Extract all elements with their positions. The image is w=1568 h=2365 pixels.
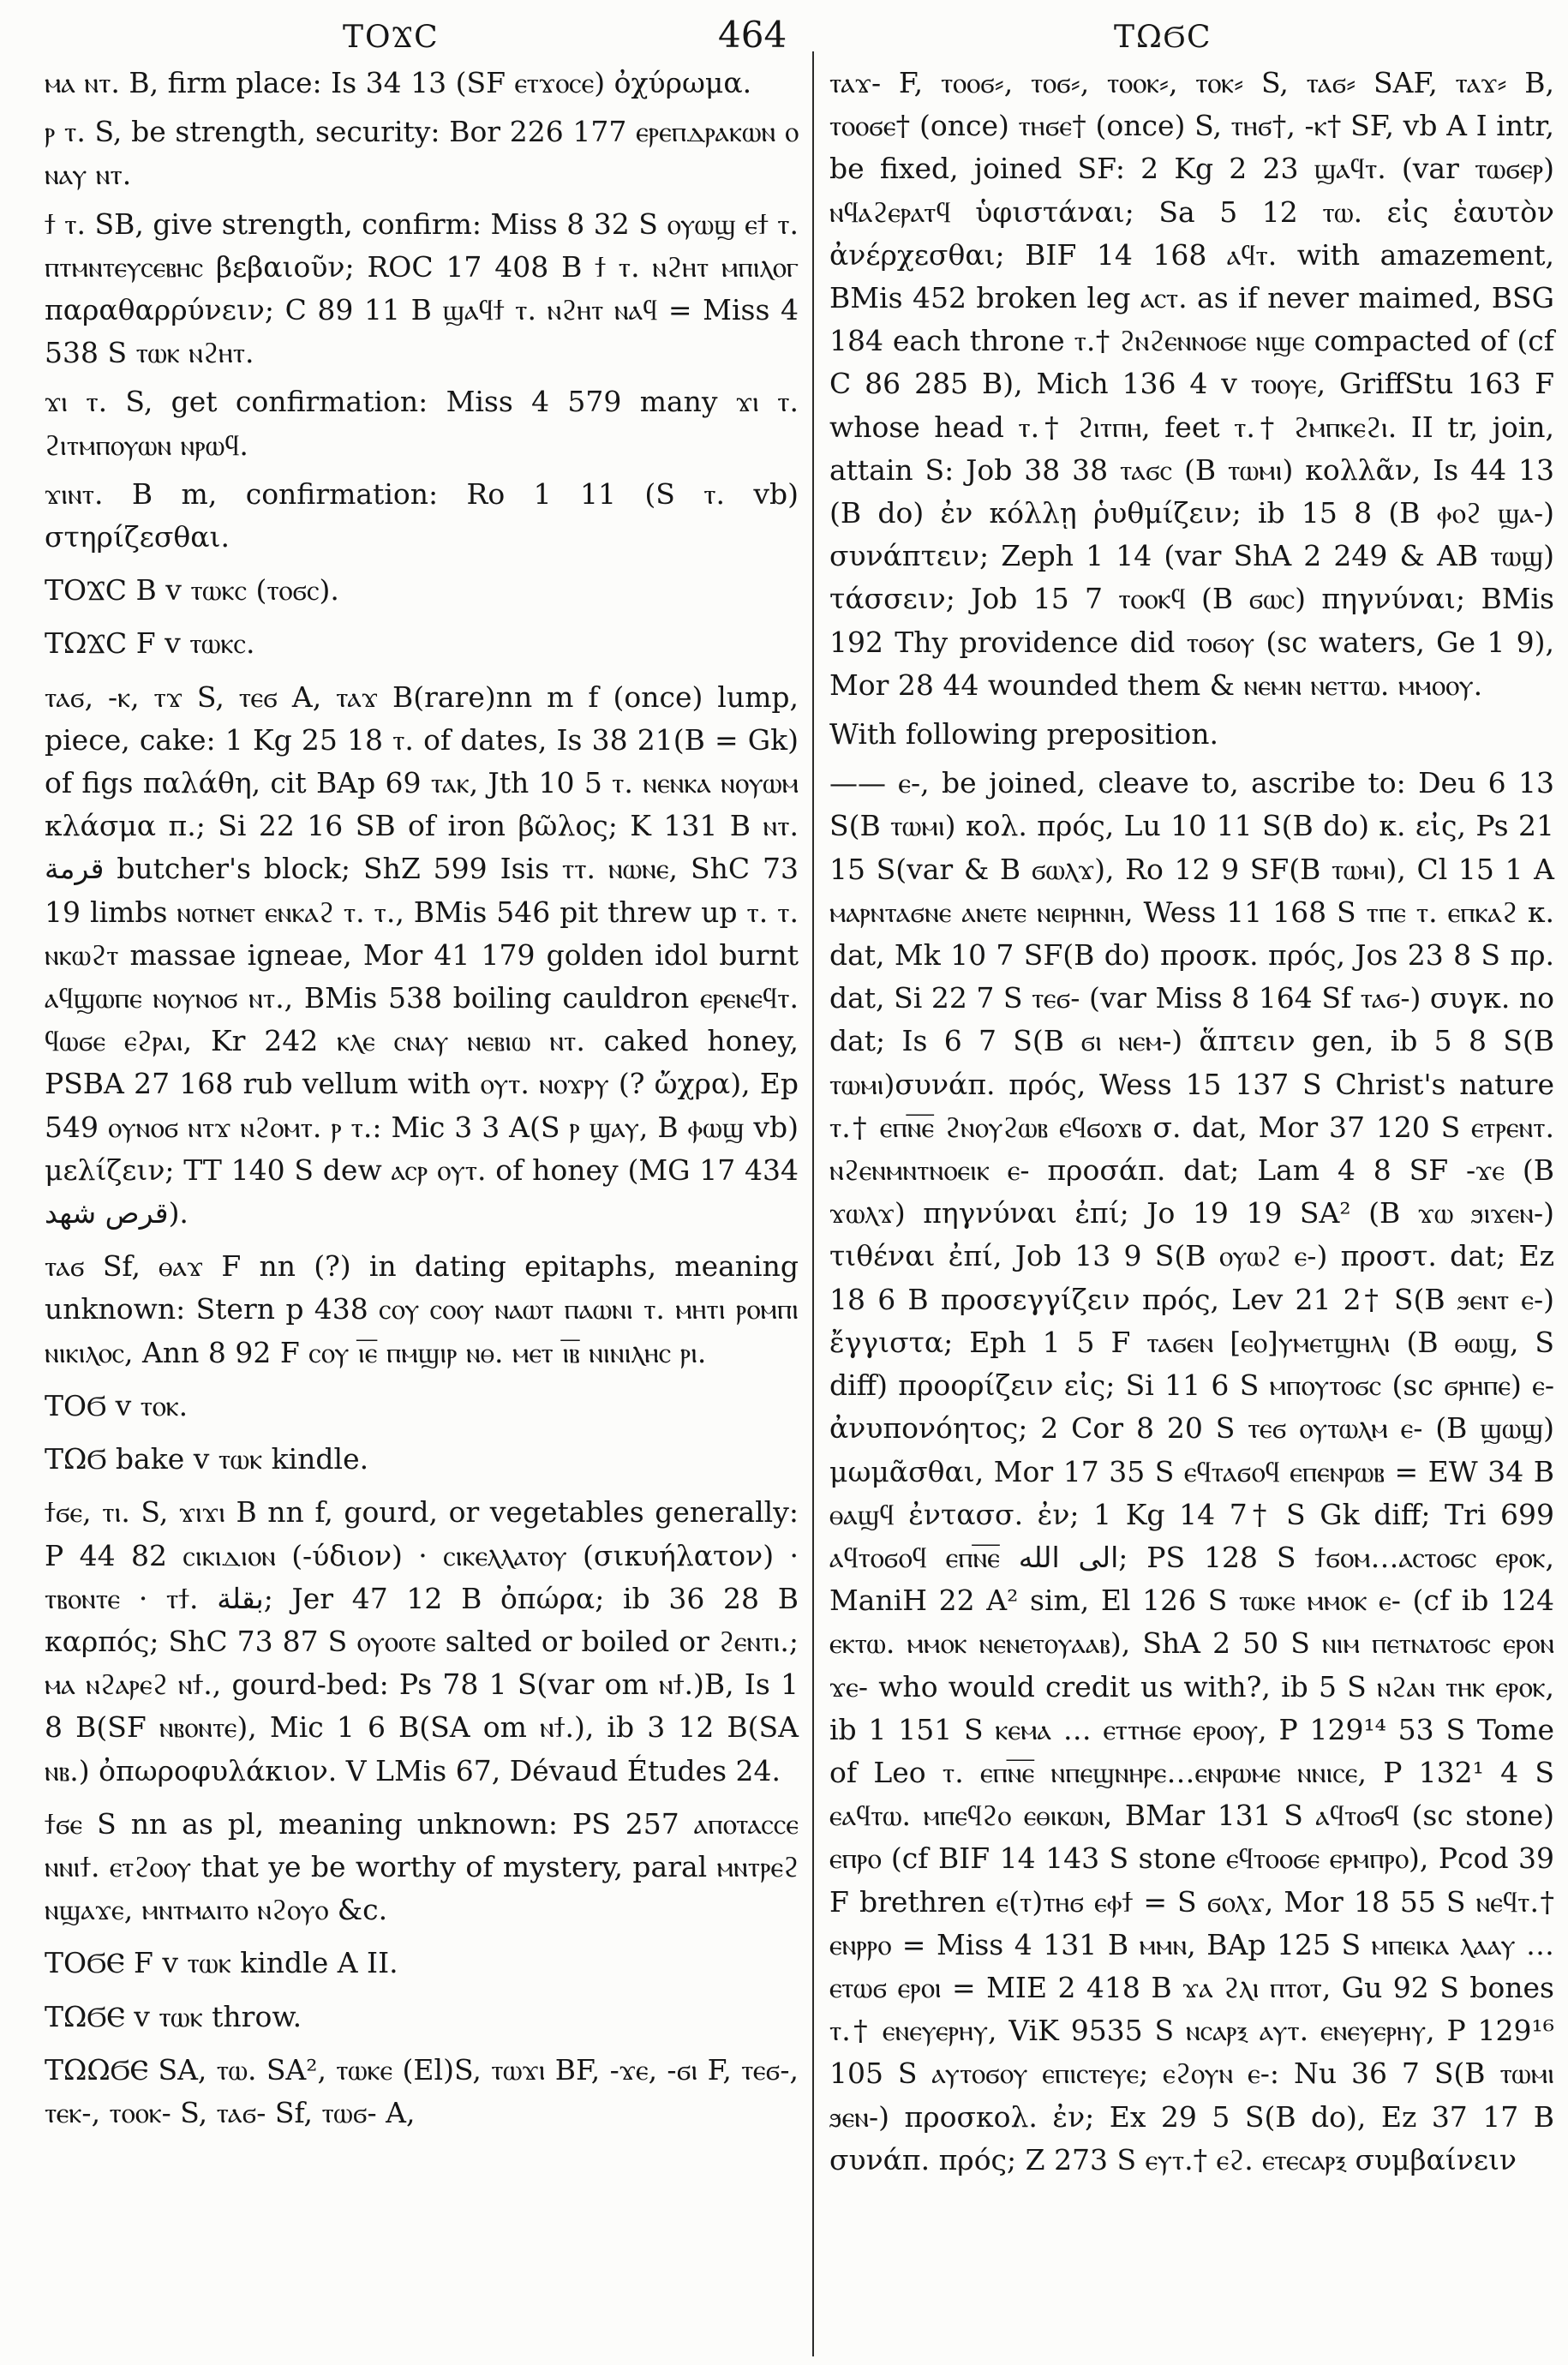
- entry-headword: ΤΩϪϹ F v ⲧⲱⲕⲥ.: [45, 626, 255, 661]
- entry-paragraph: ϫⲓ ⲧ. S, get confirmation: Miss 4 579 many ϫⲓ ⲧ. ϩⲓⲧⲙⲡⲟⲩⲱⲛ ⲛⲣⲱϥ.: [45, 385, 799, 462]
- running-head-left: ΤΟϪϹ: [343, 20, 440, 55]
- right-column: [829, 62, 1554, 2188]
- entry-headword: ΤΟϬ v ⲧⲟⲕ.: [45, 1388, 189, 1422]
- section-heading: With following preposition.: [829, 717, 1218, 751]
- entry-paragraph: ϯ ⲧ. SB, give strength, confirm: Miss 8 32 S ⲟⲩⲱϣ ⲉϯ ⲧ. ⲡⲧⲙⲛⲧⲉⲩⲥⲉⲃⲏⲥ βεβαιοῦν; ROC 17 408 B ϯ ⲧ. ⲛϩⲏⲧ ⲙⲡⲓⲗⲟⲅ παραθαρρύνειν; C 89 11 B ϣⲁϥϯ ⲧ. ⲛϩⲏⲧ ⲛⲁϥ = Miss 4 538 S ⲧⲱⲕ ⲛϩⲏⲧ.: [45, 207, 799, 370]
- left-column: [45, 62, 799, 2140]
- entry-headword: ΤΩϬ bake v ⲧⲱⲕ kindle.: [45, 1442, 369, 1476]
- column-divider: [812, 51, 814, 2356]
- entry-headword: ΤΩϬⲈ v ⲧⲱⲕ throw.: [45, 1999, 302, 2033]
- entry-paragraph: ϯϭⲉ S nn as pl, meaning unknown: PS 257 ⲁⲡⲟⲧⲁⲥⲥⲉ ⲛⲛⲓϯ. ⲉⲧϩⲟⲟⲩ that ye be worthy of mystery, paral ⲙⲛⲧⲣⲉϩ ⲛϣⲁϫⲉ, ⲙⲛⲧⲙⲁⲓⲧⲟ ⲛϩⲟⲩⲟ &c.: [45, 1806, 799, 1927]
- entry-paragraph: ϯϭⲉ, ⲧⲓ. S, ϫⲓϫⲓ B nn f, gourd, or vegetables generally: P 44 82 ⲥⲓⲕⲓⲇⲓⲟⲛ (-ύδιον) · ⲥⲓⲕⲉⲗⲗⲁⲧⲟⲩ (σικυήλατον) · ⲧⲃⲟⲛⲧⲉ · ⲧϯ. بقلة; Jer 47 12 B ὀπώρα; ib 36 28 B καρπός; ShC 73 87 S ⲟⲩⲟⲟⲧⲉ salted or boiled or ϩⲉⲛⲧⲓ.; ⲙⲁ ⲛϩⲁⲣⲉϩ ⲛϯ., gourd-bed: Ps 78 1 S(var om ⲛϯ.)B, Is 1 8 B(SF ⲛⲃⲟⲛⲧⲉ), Mic 1 6 B(SA om ⲛϯ.), ib 3 12 B(SA ⲛⲃ.) ὀπωροφυλάκιον. V LMis 67, Dévaud Études 24.: [45, 1495, 799, 1787]
- entry-paragraph: ⲧⲁϫ- F, ⲧⲟⲟϭ⸗, ⲧⲟϭ⸗, ⲧⲟⲟⲕ⸗, ⲧⲟⲕ⸗ S, ⲧⲁϭ⸗ SAF, ⲧⲁϫ⸗ B, ⲧⲟⲟϭⲉ† (once) ⲧⲏϭⲉ† (once) S, ⲧⲏϭ†, -ⲕ† SF, vb A I intr, be fixed, joined SF: 2 Kg 2 23 ϣⲁϥⲧ. (var ⲧⲱϭⲉⲣ) ⲛϥⲁϩⲉⲣⲁⲧϥ ὑφιστάναι; Sa 5 12 ⲧⲱ. εἰς ἑαυτὸν ἀνέρχεσθαι; BIF 14 168 ⲁϥⲧ. with amazement, BMis 452 broken leg ⲁⲥⲧ. as if never maimed, BSG 184 each throne ⲧ.† ϩⲛϩⲉⲛⲛⲟϭⲉ ⲛϣⲉ compacted of (cf C 86 285 B), Mich 136 4 v ⲧⲟⲟⲩⲉ, GriffStu 163 F whose head ⲧ.† ϩⲓⲧⲡⲏ, feet ⲧ.† ϩⲙⲡⲕⲉϩⲓ. II tr, join, attain S: Job 38 38 ⲧⲁϭⲥ (B ⲧⲱⲙⲓ) κολλᾶν, Is 44 13 (B do) ἐν κόλλῃ ῥυθμίζειν; ib 15 8 (B ⲫⲟϩ ϣⲁ-) συνάπτειν; Zeph 1 14 (var ShA 2 249 & AB ⲧⲱϣ) τάσσειν; Job 15 7 ⲧⲟⲟⲕϥ (B ϭⲱⲥ) πηγνύναι; BMis 192 Thy providence did ⲧⲟϭⲟⲩ (sc waters, Ge 1 9), Mor 28 44 wounded them & ⲛⲉⲙⲛ ⲛⲉⲧⲧⲱ. ⲙⲙⲟⲟⲩ.: [829, 66, 1554, 702]
- entry-paragraph: ⲣ ⲧ. S, be strength, security: Bor 226 177 ⲉⲣⲉⲡⲇⲣⲁⲕⲱⲛ ⲟ ⲛⲁⲩ ⲛⲧ.: [45, 115, 799, 192]
- entry-headword: ΤΟϪϹ B v ⲧⲱⲕⲥ (ⲧⲟϭⲥ).: [45, 573, 339, 608]
- page-number: 464: [718, 14, 787, 56]
- entry-paragraph: —— ⲉ-, be joined, cleave to, ascribe to: Deu 6 13 S(B ⲧⲱⲙⲓ) κολ. πρός, Lu 10 11 S(B do) κ. εἰς, Ps 21 15 S(var & B ϭⲱⲗϫ), Ro 12 9 SF(B ⲧⲱⲙⲓ), Cl 15 1 A ⲙⲁⲣⲛⲧⲁϭⲛⲉ ⲁⲛⲉⲧⲉ ⲛⲉⲓⲣⲏⲛⲏ, Wess 11 168 S ⲧⲡⲉ ⲧ. ⲉⲡⲕⲁϩ κ. dat, Mk 10 7 SF(B do) προσκ. πρός, Jos 23 8 S πρ. dat, Si 22 7 S ⲧⲉϭ- (var Miss 8 164 Sf ⲧⲁϭ-) συγκ. no dat; Is 6 7 S(B ϭⲓ ⲛⲉⲙ-) ἅπτειν gen, ib 5 8 S(B ⲧⲱⲙⲓ)συνάπ. πρός, Wess 15 137 S Christ's nature ⲧ.† ⲉⲡⲛ̅ⲉ̅ ϩⲛⲟⲩϩⲱⲃ ⲉϥϭⲟϫⲃ σ. dat, Mor 37 120 S ⲉⲧⲣⲉⲛⲧ. ⲛϩⲉⲛⲙⲛⲧⲛⲟⲉⲓⲕ ⲉ- προσάπ. dat; Lam 4 8 SF -ϫⲉ (B ϫⲱⲗϫ) πηγνύναι ἐπί; Jo 19 19 SA² (B ϫⲱ ϧⲓϫⲉⲛ-) τιθέναι ἐπί, Job 13 9 S(B ⲟⲩⲱϩ ⲉ-) προστ. dat; Ez 18 6 B προσεγγίζειν πρός, Lev 21 2† S(B ϧⲉⲛⲧ ⲉ-) ἔγγιστα; Eph 1 5 F ⲧⲁϭⲉⲛ [ⲉⲟ]ⲩⲙⲉⲧϣⲏⲗⲓ (B ⲑⲱϣ, S diff) προορίζειν εἰς; Si 11 6 S ⲙⲡⲟⲩⲧⲟϭⲥ (sc ϭⲣⲏⲡⲉ) ⲉ- ἀνυπονόητος; 2 Cor 8 20 S ⲧⲉϭ ⲟⲩⲧⲱⲗⲙ ⲉ- (B ϣⲱϣ) μωμᾶσθαι, Mor 17 35 S ⲉϥⲧⲁϭⲟϥ ⲉⲡⲉⲛⲣⲱⲃ = EW 34 B ⲑⲁϣϥ ἐντασσ. ἐν; 1 Kg 14 7† S Gk diff; Tri 699 ⲁϥⲧⲟϭⲟϥ ⲉⲡⲛ̅ⲉ̅ الى الله; PS 128 S ϯϭⲟⲙ…ⲁⲥⲧⲟϭⲥ ⲉⲣⲟⲕ, ManiH 22 A² sim, El 126 S ⲧⲱⲕⲉ ⲙⲙⲟⲕ ⲉ- (cf ib 124 ⲉⲕⲧⲱ. ⲙⲙⲟⲕ ⲛⲉⲛⲉⲧⲟⲩⲁⲁⲃ), ShA 2 50 S ⲛⲓⲙ ⲡⲉⲧⲛⲁⲧⲟϭⲥ ⲉⲣⲟⲛ ϫⲉ- who would credit us with?, ib 5 S ⲛϩⲁⲛ ⲧⲏⲕ ⲉⲣⲟⲕ, ib 1 151 S ⲕⲉⲙⲁ … ⲉⲧⲧⲏϭⲉ ⲉⲣⲟⲟⲩ, P 129¹⁴ 53 S Tome of Leo ⲧ. ⲉⲡⲛ̅ⲉ̅ ⲛⲡⲉϣⲛⲏⲣⲉ…ⲉⲛⲣⲱⲙⲉ ⲛⲛⲓⲥⲉ, P 132¹ 4 S ⲉⲁϥⲧⲱ. ⲙⲡⲉϥϩⲟ ⲉⲑⲓⲕⲱⲛ, BMar 131 S ⲁϥⲧⲟϭϥ (sc stone) ⲉⲡⲣⲟ (cf BIF 14 143 S stone ⲉϥⲧⲟⲟϭⲉ ⲉⲣⲙⲡⲣⲟ), Pcod 39 F brethren ⲉ(ⲧ)ⲧⲏϭ ⲉⲫϯ = S ϭⲟⲗϫ, Mor 18 55 S ⲛⲉϥⲧ.† ⲉⲛⲣⲣⲟ = Miss 4 131 B ⲙⲙⲛ, BAp 125 S ⲙⲡⲉⲓⲕⲁ ⲗⲁⲁⲩ … ⲉⲧⲱϭ ⲉⲣⲟⲓ = MIE 2 418 B ϫⲁ ϩⲗⲓ ⲡⲧⲟⲧ, Gu 92 S bones ⲧ.† ⲉⲛⲉⲩⲉⲣⲏⲩ, ViK 9535 S ⲛⲥⲁⲣⲝ ⲁⲩⲧ. ⲉⲛⲉⲩⲉⲣⲏⲩ, P 129¹⁶ 105 S ⲁⲩⲧⲟϭⲟⲩ ⲉⲡⲓⲥⲧⲉⲩⲉ; ⲉϩⲟⲩⲛ ⲉ-: Nu 36 7 S(B ⲧⲱⲙⲓ ϧⲉⲛ-) προσκολ. ἐν; Ex 29 5 S(B do), Ez 37 17 B συνάπ. πρός; Z 273 S ⲉⲩⲧ.† ⲉϩ. ⲉⲧⲉⲥⲁⲣⲝ συμβαίνειν: [829, 766, 1555, 2176]
- entry-paragraph: ⲧⲁϭ Sf, ⲑⲁϫ F nn (?) in dating epitaphs, meaning unknown: Stern p 438 ⲥⲟⲩ ⲥⲟⲟⲩ ⲛⲁⲱⲧ ⲡⲁⲱⲛⲓ ⲧ. ⲙⲏⲧⲓ ⲣⲟⲙⲡⲓ ⲛⲓⲕⲓⲗⲟⲥ, Ann 8 92 F ⲥⲟⲩ ⲓ̅ⲉ̅ ⲡⲙϣⲓⲣ ⲛⲑ. ⲙⲉⲧ ⲓ̅ⲃ̅ ⲛⲓⲛⲓⲗⲏⲥ ⲣⲓ.: [45, 1249, 799, 1369]
- entry-paragraph: ⲙⲁ ⲛⲧ. B, firm place: Is 34 13 (SF ⲉⲧϫⲟⲥⲉ) ὀχύρωμα.: [45, 66, 752, 99]
- entry-paragraph: ΤΩΩϬⲈ SA, ⲧⲱ. SA², ⲧⲱⲕⲉ (El)S, ⲧⲱϫⲓ BF, -ϫⲉ, -ϭⲓ F, ⲧⲉϭ-, ⲧⲉⲕ-, ⲧⲟⲟⲕ- S, ⲧⲁϭ- Sf, ⲧⲱϭ- A,: [45, 2052, 799, 2129]
- running-head-right: ΤΩϬϹ: [1114, 20, 1212, 55]
- entry-paragraph: ⲧⲁϭ, -ⲕ, ⲧϫ S, ⲧⲉϭ A, ⲧⲁϫ B(rare)nn m f (once) lump, piece, cake: 1 Kg 25 18 ⲧ. of dates, Is 38 21(B = Gk) of figs παλάθη, cit BAp 69 ⲧⲁⲕ, Jth 10 5 ⲧ. ⲛⲉⲛⲕⲁ ⲛⲟⲩⲱⲙ κλάσμα π.; Si 22 16 SB of iron βῶλος; K 131 B ⲛⲧ. قرمة butcher's block; ShZ 599 Isis ⲧⲧ. ⲛⲱⲛⲉ, ShC 73 19 limbs ⲛⲟⲧⲛⲉⲧ ⲉⲛⲕⲁϩ ⲧ. ⲧ., BMis 546 pit threw up ⲧ. ⲧ. ⲛⲕⲱϩⲧ massae igneae, Mor 41 179 golden idol burnt ⲁϥϣⲱⲡⲉ ⲛⲟⲩⲛⲟϭ ⲛⲧ., BMis 538 boiling cauldron ⲉⲣⲉⲛⲉϥⲧ. ϥⲱϭⲉ ⲉϩⲣⲁⲓ, Kr 242 ⲕⲗⲉ ⲥⲛⲁⲩ ⲛⲉⲃⲓⲱ ⲛⲧ. caked honey, PSBA 27 168 rub vellum with ⲟⲩⲧ. ⲛⲟϫⲣⲩ (? ὤχρα), Ep 549 ⲟⲩⲛⲟϭ ⲛⲧϫ ⲛϩⲟⲙⲧ. ⲣ ⲧ.: Mic 3 3 A(S ⲣ ϣⲁⲩ, B ⲫⲱϣ vb) μελίζειν; TT 140 S dew ⲁⲥⲣ ⲟⲩⲧ. of honey (MG 17 434 قرص شهد).: [45, 680, 799, 1230]
- entry-paragraph: ϫⲓⲛⲧ. B m, confirmation: Ro 1 11 (S ⲧ. vb) στηρίζεσθαι.: [45, 476, 799, 554]
- entry-headword: ΤΟϬⲈ F v ⲧⲱⲕ kindle A II.: [45, 1946, 398, 1980]
